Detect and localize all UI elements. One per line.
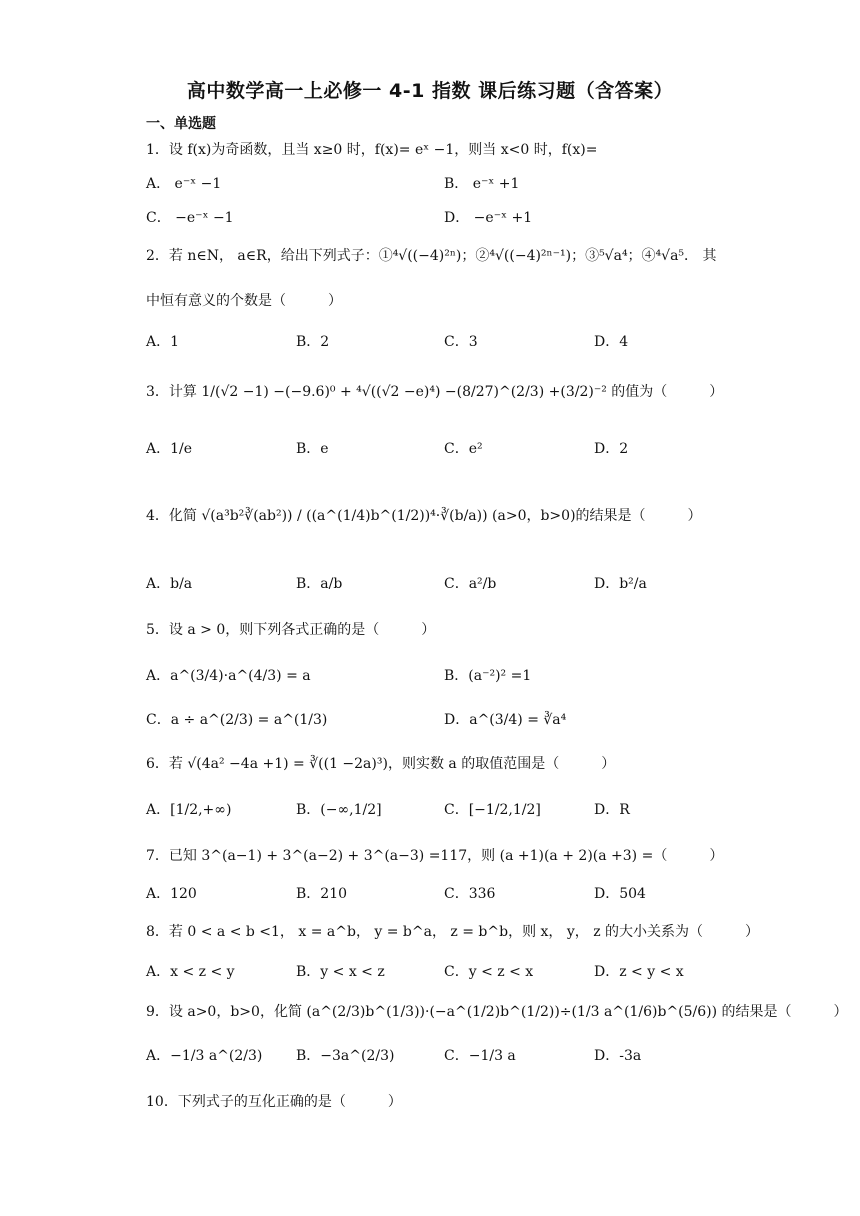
question-3: 3．计算 1/(√2 −1) −(−9.6)⁰ + ⁴√((√2 −e)⁴) −(8/27)^(2/3) +(3/2)⁻² 的值为（ ） xyxy=(146,384,724,400)
q3-option-a: A．1/e xyxy=(146,441,193,457)
q9-option-c: C．−1/3 a xyxy=(444,1048,516,1064)
q7-option-d: D．504 xyxy=(594,886,646,902)
q9-option-a: A．−1/3 a^(2/3) xyxy=(146,1048,263,1064)
q8-option-c: C．y < z < x xyxy=(444,964,534,980)
q2-option-d: D．4 xyxy=(594,334,629,350)
question-2: 2．若 n∈N， a∈R，给出下列式子：①⁴√((−4)²ⁿ)；②⁴√((−4)²ⁿ⁻¹)；③⁵√a⁴；④⁴√a⁵． 其 xyxy=(146,248,717,264)
q5-option-b: B．(a⁻²)² =1 xyxy=(444,668,532,684)
q6-option-b: B．(−∞,1/2] xyxy=(296,802,382,818)
q2-option-b: B．2 xyxy=(296,334,330,350)
question-1: 1．设 f(x)为奇函数，且当 x≥0 时，f(x)= eˣ −1，则当 x<0 时，f(x)= xyxy=(146,142,598,158)
q7-option-b: B．210 xyxy=(296,886,348,902)
question-9: 9．设 a>0，b>0，化简 (a^(2/3)b^(1/3))·(−a^(1/2)b^(1/2))÷(1/3 a^(1/6)b^(5/6)) 的结果是（ ） xyxy=(146,1004,848,1020)
q4-option-d: D．b²/a xyxy=(594,576,647,592)
q4-option-c: C．a²/b xyxy=(444,576,497,592)
q3-option-d: D．2 xyxy=(594,441,629,457)
question-10: 10．下列式子的互化正确的是（ ） xyxy=(146,1094,402,1110)
q5-option-c: C．a ÷ a^(2/3) = a^(1/3) xyxy=(146,712,328,728)
q5-option-d: D．a^(3/4) = ∛a⁴ xyxy=(444,712,567,728)
q4-option-b: B．a/b xyxy=(296,576,343,592)
question-2-cont: 中恒有意义的个数是（ ） xyxy=(146,293,342,309)
q1-option-d: D． −e⁻ˣ +1 xyxy=(444,210,533,226)
question-4: 4．化简 √(a³b²∛(ab²)) / ((a^(1/4)b^(1/2))⁴·∛(b/a)) (a>0，b>0)的结果是（ ） xyxy=(146,508,702,524)
q8-option-a: A．x < z < y xyxy=(146,964,235,980)
q9-option-d: D．-3a xyxy=(594,1048,642,1064)
q6-option-c: C．[−1/2,1/2] xyxy=(444,802,541,818)
q3-option-b: B．e xyxy=(296,441,329,457)
q3-option-c: C．e² xyxy=(444,441,483,457)
q7-option-a: A．120 xyxy=(146,886,197,902)
q8-option-b: B．y < x < z xyxy=(296,964,385,980)
question-6: 6．若 √(4a² −4a +1) = ∛((1 −2a)³)，则实数 a 的取值范围是（ ） xyxy=(146,756,616,772)
q1-option-a: A． e⁻ˣ −1 xyxy=(146,176,222,192)
q8-option-d: D．z < y < x xyxy=(594,964,684,980)
q4-option-a: A．b/a xyxy=(146,576,193,592)
q6-option-d: D．R xyxy=(594,802,630,818)
q2-option-a: A．1 xyxy=(146,334,180,350)
q1-option-c: C． −e⁻ˣ −1 xyxy=(146,210,234,226)
q7-option-c: C．336 xyxy=(444,886,496,902)
question-5: 5．设 a > 0，则下列各式正确的是（ ） xyxy=(146,622,436,638)
q9-option-b: B．−3a^(2/3) xyxy=(296,1048,395,1064)
question-7: 7．已知 3^(a−1) + 3^(a−2) + 3^(a−3) =117，则 (a +1)(a + 2)(a +3) =（ ） xyxy=(146,848,724,864)
question-8: 8．若 0 < a < b <1， x = a^b， y = b^a， z = b^b，则 x， y， z 的大小关系为（ ） xyxy=(146,924,760,940)
q1-option-b: B． e⁻ˣ +1 xyxy=(444,176,520,192)
q5-option-a: A．a^(3/4)·a^(4/3) = a xyxy=(146,668,311,684)
section-heading: 一、单选题 xyxy=(146,116,216,132)
q6-option-a: A．[1/2,+∞) xyxy=(146,802,232,818)
page-title: 高中数学高一上必修一 4-1 指数 课后练习题（含答案） xyxy=(186,80,674,102)
q2-option-c: C．3 xyxy=(444,334,478,350)
